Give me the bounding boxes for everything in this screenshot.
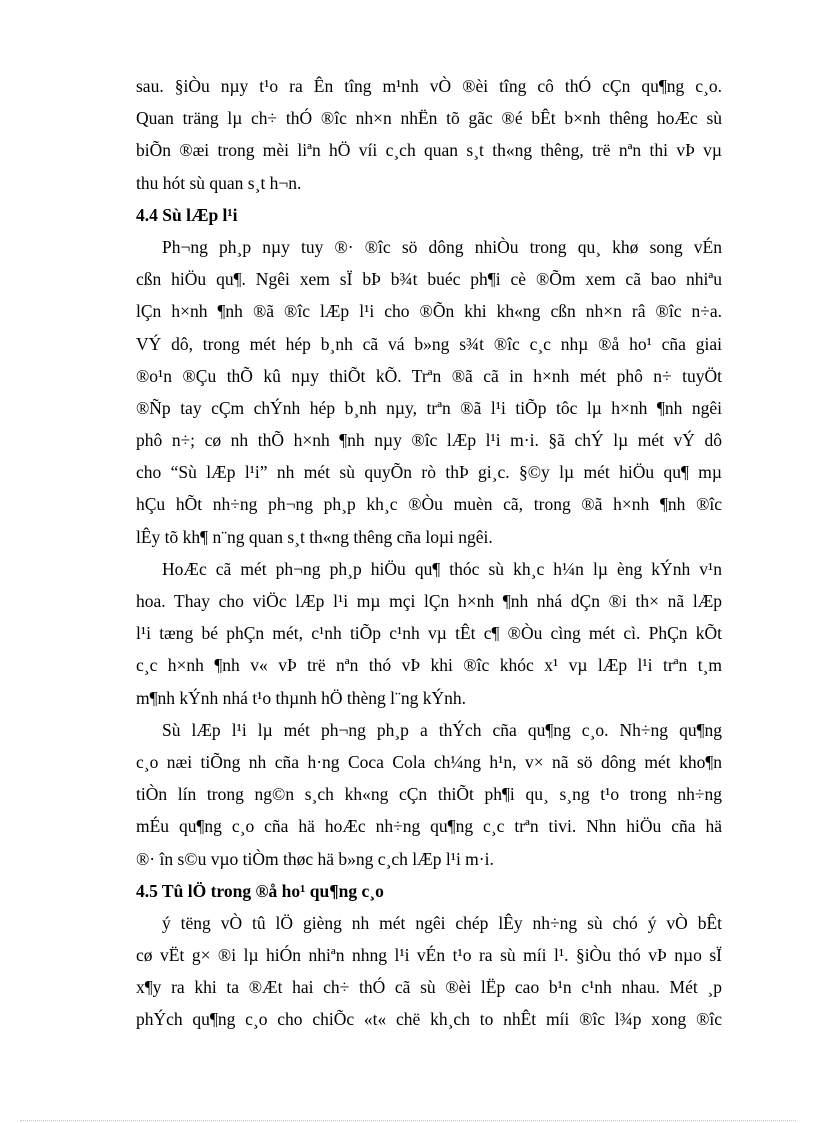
text-line: lÇn h×nh ¶nh ®ã ®îc lÆp l¹i cho ®Õn khi kh«ng cßn nh×n râ ®îc n÷a. [136,301,722,322]
text-line: c¸o næi tiÕng nh cña h·ng Coca Cola ch¼ng h¹n, v× nã sö dông mét kho¶n [136,751,722,772]
text-line: c¸c h×nh ¶nh v« vÞ trë nªn thó vÞ khi ®îc khóc x¹ vµ lÆp l¹i trªn t¸m [136,655,722,676]
section-heading: 4.4 Sù lÆp l¹i [136,204,238,225]
text-line: hÇu hÕt nh÷ng ph¬ng ph¸p kh¸c ®Òu muèn cã, trong ®ã h×nh ¶nh ®îc [136,494,722,515]
text-line: VÝ dô, trong mét hép b¸nh cã vá b»ng s¾t ®îc c¸c nhµ ®å ho¹ cña giai [136,333,722,354]
text-line: hoa. Thay cho viÖc lÆp l¹i mµ mçi lÇn h×nh ¶nh nhá dÇn ®i th× nã lÆp [136,591,722,611]
text-line: sau. §iÒu nµy t¹o ra Ên tîng m¹nh vÒ ®èi tîng cô thÓ cÇn qu¶ng c¸o. [136,76,722,96]
text-line: Quan träng lµ ch÷ thÓ ®îc nh×n nhËn tõ gãc ®é bÊt b×nh thêng hoÆc sù [136,108,722,129]
text-line: ý tëng vÒ tû lÖ gièng nh mét ngêi chép lÊy nh÷ng sù chó ý vÒ bÊt [162,912,722,933]
text-line: tiÒn lín trong ng©n s¸ch kh«ng cÇn thiÕt ph¶i qu¸ s¸ng t¹o trong nh÷ng [136,784,722,805]
text-line: cßn hiÖu qu¶. Ngêi xem sÏ bÞ b¾t buéc ph¶i cè ®Õm xem cã bao nhiªu [136,269,722,290]
text-line: phÝch qu¶ng c¸o cho chiÕc «t« chë kh¸ch to nhÊt míi ®îc l¾p xong ®îc [136,1009,722,1030]
text-line: thu hót sù quan s¸t h¬n. [136,172,302,193]
text-line: mÉu qu¶ng c¸o cña hä hoÆc nh÷ng qu¶ng c¸c trªn tivi. Nhn hiÖu cña hä [136,816,722,837]
text-line: ®o¹n ®Çu thÕ kû nµy thiÕt kÕ. Trªn ®ã cã in h×nh mét phô n÷ tuyÖt [136,365,722,386]
text-line: ®Ñp tay cÇm chÝnh hép b¸nh nµy, trªn ®ã l¹i tiÕp tôc lµ h×nh ¶nh ngêi [136,397,722,418]
text-line: biÕn ®æi trong mèi liªn hÖ víi c¸ch quan s¸t th«ng thêng, trë nªn thi vÞ vµ [136,140,722,161]
text-line: m¶nh kÝnh nhá t¹o thµnh hÖ thèng l¨ng kÝnh. [136,687,466,708]
text-line: HoÆc cã mét ph¬ng ph¸p hiÖu qu¶ thóc sù kh¸c h¼n lµ èng kÝnh v¹n [162,558,722,579]
text-line: phô n÷; cø nh thÕ h×nh ¶nh nµy ®îc lÆp l¹i m·i. §ã chÝ lµ mét vÝ dô [136,430,722,451]
text-line: l¹i tæng bé phÇn mét, c¹nh tiÕp c¹nh vµ tÊt c¶ ®Òu cìng mét cì. PhÇn kÕt [136,623,722,644]
section-heading: 4.5 Tû lÖ trong ®å ho¹ qu¶ng c¸o [136,880,384,901]
document-body [136,70,722,1036]
page-bottom-rule [20,1120,796,1121]
text-line: x¶y ra khi ta ®Æt hai ch÷ thÓ cã sù ®èi lËp cao b¹n c¹nh nhau. Mét ¸p [136,977,722,998]
text-line: Sù lÆp l¹i lµ mét ph¬ng ph¸p a thÝch cña qu¶ng c¸o. Nh÷ng qu¶ng [162,719,722,740]
text-line: ®· în s©u vµo tiÒm thøc hä b»ng c¸ch lÆp l¹i m·i. [136,848,494,869]
text-line: cho “Sù lÆp l¹i” nh mét sù quyÕn rò thÞ gi¸c. §©y lµ mét hiÖu qu¶ mµ [136,462,722,483]
text-line: lÊy tõ kh¶ n¨ng quan s¸t th«ng thêng cña loµi ngêi. [136,526,493,547]
text-line: Ph¬ng ph¸p nµy tuy ®· ®îc sö dông nhiÒu trong qu¸ khø song vÉn [162,236,722,257]
text-line: cø vËt g× ®i lµ hiÓn nhiªn nhng l¹i vÉn t¹o ra sù míi l¹. §iÒu thó vÞ nµo sÏ [136,945,722,966]
